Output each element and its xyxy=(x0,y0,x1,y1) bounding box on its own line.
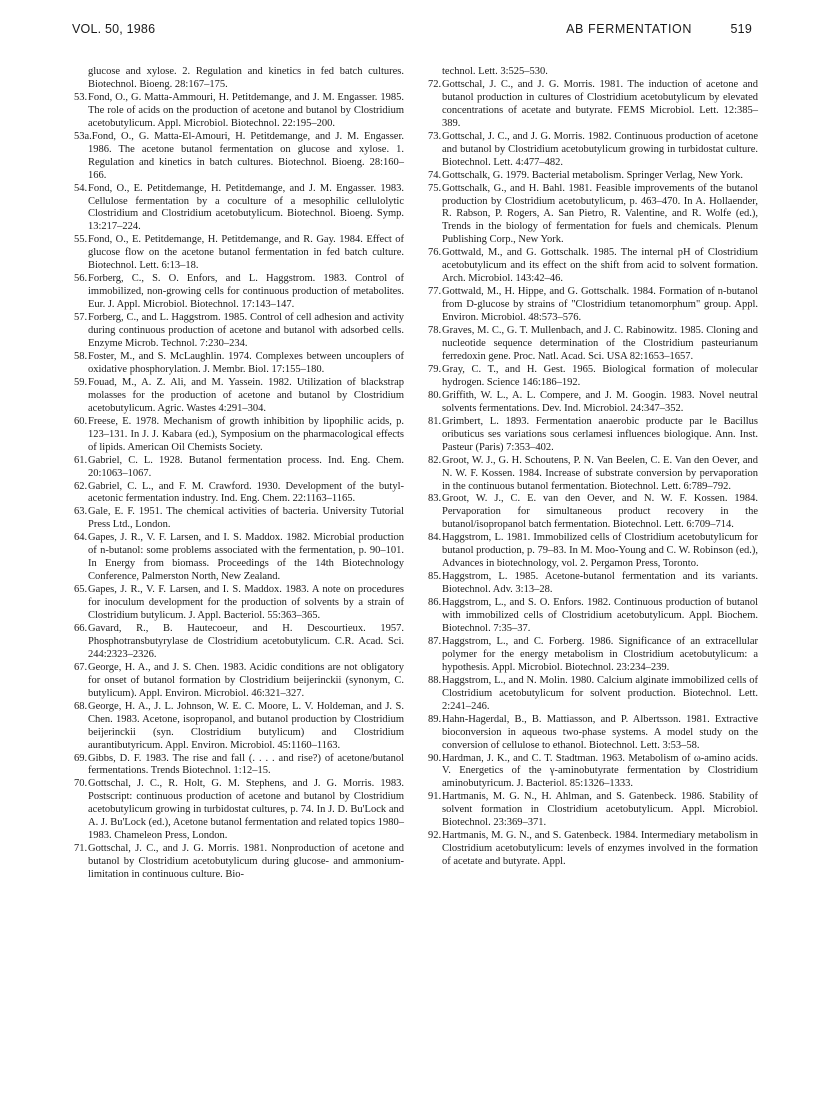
reference-text: George, H. A., J. L. Johnson, W. E. C. Moore, L. V. Holdeman, and J. S. Chen. 1983. Acetone, isopropanol, and butanol production by Clostridium beijerinckii (syn. Clostridium butylicum) and Clostridium aurantibutyricum. Appl. Environ. Microbiol. 45:1160–1163. xyxy=(88,700,404,751)
reference-entry xyxy=(74,131,404,183)
reference-number: 91. xyxy=(428,791,442,803)
reference-number: 80. xyxy=(428,389,442,401)
reference-number: 75. xyxy=(428,182,442,194)
reference-number: 81. xyxy=(428,415,442,427)
reference-number: 89. xyxy=(428,713,442,725)
reference-entry xyxy=(428,636,758,675)
reference-text: Hartmanis, M. G. N., H. Ahlman, and S. Gatenbeck. 1986. Stability of solvent formation in Clostridium acetobutylicum. Appl. Microbiol. Biotechnol. 23:369–371. xyxy=(442,791,758,829)
reference-entry xyxy=(74,584,404,623)
reference-number: 82. xyxy=(428,454,442,466)
reference-entry xyxy=(74,234,404,273)
reference-entry xyxy=(428,714,758,753)
reference-number: 74. xyxy=(428,169,442,181)
reference-entry xyxy=(74,416,404,455)
reference-text: Fond, O., G. Matta-El-Amouri, H. Petitdemange, and J. M. Engasser. 1986. The acetone butanol fermentation on glucose and xylose. 1. Regulation and kinetics in batch cultures. Biotechnol. Bioeng. 28:160–166. xyxy=(88,130,404,181)
reference-entry xyxy=(428,325,758,364)
reference-number: 56. xyxy=(74,273,88,285)
reference-text: Forberg, C., S. O. Enfors, and L. Haggstrom. 1983. Control of immobilized, non-growing cells for continuous production of metabolites. Eur. J. Appl. Microbiol. Biotechnol. 17:143–147. xyxy=(88,273,404,311)
reference-text: Grimbert, L. 1893. Fermentation anaerobic producte par le Bacillus oributicus ses variations sous cerlamesi influences biologique. Ann. Inst. Pasteur (Paris) 7:353–402. xyxy=(442,415,758,453)
reference-entry xyxy=(428,675,758,714)
reference-text: Gottwald, M., and G. Gottschalk. 1985. The internal pH of Clostridium acetobutylicum and its effect on the shift from acid to solvent formation. Arch. Microbiol. 143:42–46. xyxy=(442,247,758,285)
reference-number: 66. xyxy=(74,622,88,634)
reference-entry xyxy=(428,286,758,325)
reference-number: 62. xyxy=(74,480,88,492)
reference-entry xyxy=(74,481,404,507)
reference-entry xyxy=(74,273,404,312)
reference-number: 65. xyxy=(74,584,88,596)
reference-text: Haggstrom, L. 1981. Immobilized cells of Clostridium acetobutylicum for butanol production, p. 79–83. In M. Moo-Young and C. W. Robinson (ed.), Advances in biotechnology, vol. 2. Pergamon Press, Toronto. xyxy=(442,532,758,570)
reference-number: 84. xyxy=(428,532,442,544)
reference-entry xyxy=(74,623,404,662)
reference-text: Haggstrom, L., and S. O. Enfors. 1982. Continuous production of butanol with immobilized cells of Clostridium acetobutylicum. Appl. Biochem. Biotechnol. 7:35–37. xyxy=(442,597,758,634)
reference-text: Gottschalk, G. 1979. Bacterial metabolism. Springer Verlag, New York. xyxy=(442,169,744,181)
reference-text: Gottschal, J. C., R. Holt, G. M. Stephens, and J. G. Morris. 1983. Postscript: continuous production of acetone and butanol by Clostridium acetobutylicum growing in turbidostat cultures, p. 74. In J. D. Bu'Lock and A. J. Bu'Lock (ed.), Acetone butanol fermentation and related topics 1980–1983. Chameleon Press, London. xyxy=(88,778,404,842)
reference-number: 57. xyxy=(74,312,88,324)
reference-number: 64. xyxy=(74,532,88,544)
reference-text: Gottschalk, G., and H. Bahl. 1981. Feasible improvements of the butanol production by Clostridium acetobutylicum, p. 463–470. In A. Hollaender, R. Rabson, P. Rogers, A. San Pietro, R. Valentine, and R. Wolfe (ed.), Trends in the biology of fermentation for fuels and chemicals. Plenum Publishing Corp., New York. xyxy=(442,182,758,246)
reference-text: Gottschal, J. C., and J. G. Morris. 1981. Nonproduction of acetone and butanol by Clostridium acetobutylicum during glucose- and ammonium-limitation in continuous culture. Bio- xyxy=(88,843,404,881)
reference-number: 87. xyxy=(428,635,442,647)
reference-entry xyxy=(428,753,758,792)
reference-text: Hartmanis, M. G. N., and S. Gatenbeck. 1984. Intermediary metabolism in Clostridium acetobutylicum: levels of enzymes involved in the formation of acetate and butyrate. Appl. xyxy=(442,830,758,868)
reference-number: 54. xyxy=(74,182,88,194)
reference-entry xyxy=(428,455,758,494)
volume-label: VOL. 50, 1986 xyxy=(72,22,156,36)
reference-entry xyxy=(74,701,404,753)
reference-entry xyxy=(74,183,404,235)
reference-number: 53a. xyxy=(74,130,92,142)
running-title: AB FERMENTATION xyxy=(566,22,692,36)
reference-entry xyxy=(428,830,758,869)
reference-number: 69. xyxy=(74,752,88,764)
reference-entry xyxy=(428,131,758,170)
reference-entry xyxy=(428,493,758,532)
reference-text: Hahn-Hagerdal, B., B. Mattiasson, and P. Albertsson. 1981. Extractive bioconversion in aqueous two-phase systems. A model study on the conversion of cellulose to ethanol. Biotechnol. Lett. 3:53–58. xyxy=(442,713,758,751)
reference-text: Gottschal, J. C., and J. G. Morris. 1981. The induction of acetone and butanol production in cultures of Clostridium acetobutylicum by elevated concentrations of acetate and butyrate. FEMS Microbiol. Lett. 12:385–389. xyxy=(442,78,758,129)
reference-text: Fond, O., G. Matta-Ammouri, H. Petitdemange, and J. M. Engasser. 1985. The role of acids on the production of acetone and butanol by Clostridium acetobutylicum. Appl. Microbiol. Biotechnol. 22:195–200. xyxy=(88,91,404,129)
reference-text: Gottschal, J. C., and J. G. Morris. 1982. Continuous production of acetone and butanol by Clostridium acetobutylicum growing in turbidostat culture. Biotechnol. Lett. 4:477–482. xyxy=(442,130,758,168)
reference-entry xyxy=(74,662,404,701)
reference-entry xyxy=(428,183,758,248)
reference-entry xyxy=(74,843,404,882)
page-header xyxy=(72,22,752,42)
left-reference-column xyxy=(74,66,404,882)
reference-number: 92. xyxy=(428,830,442,842)
reference-number: 77. xyxy=(428,286,442,298)
reference-entry xyxy=(74,351,404,377)
reference-text: Gapes, J. R., V. F. Larsen, and I. S. Maddox. 1983. A note on procedures for inoculum development for the production of solvents by a strain of Clostridium butylicum. J. Appl. Bacteriol. 55:363–365. xyxy=(88,584,404,622)
reference-entry xyxy=(428,571,758,597)
reference-entry xyxy=(428,364,758,390)
reference-number: 58. xyxy=(74,350,88,362)
right-reference-column xyxy=(428,66,758,869)
reference-number: 85. xyxy=(428,571,442,583)
reference-number: 73. xyxy=(428,130,442,142)
reference-number: 71. xyxy=(74,843,88,855)
reference-text: Gray, C. T., and H. Gest. 1965. Biological formation of molecular hydrogen. Science 146:186–192. xyxy=(442,363,758,388)
reference-entry xyxy=(428,170,758,183)
reference-number: 68. xyxy=(74,700,88,712)
reference-text: Haggstrom, L. 1985. Acetone-butanol fermentation and its variants. Biotechnol. Adv. 3:13–28. xyxy=(442,571,758,596)
reference-text: Gabriel, C. L., and F. M. Crawford. 1930. Development of the butyl-acetonic fermentation industry. Ind. Eng. Chem. 22:1163–1165. xyxy=(88,480,404,505)
reference-text: Haggstrom, L., and N. Molin. 1980. Calcium alginate immobilized cells of Clostridium acetobutylicum for solvent production. Biotechnol. Lett. 2:241–246. xyxy=(442,674,758,712)
reference-text: Gapes, J. R., V. F. Larsen, and I. S. Maddox. 1982. Microbial production of n-butanol: some problems associated with the fermentation, p. 90–101. In Energy from biomass. Proceedings of the 14th Biotechnology Conference, Palmerston North, New Zealand. xyxy=(88,532,404,583)
reference-entry xyxy=(74,506,404,532)
reference-number: 72. xyxy=(428,78,442,90)
reference-entry xyxy=(428,597,758,636)
reference-text: Hardman, J. K., and C. T. Stadtman. 1963. Metabolism of ω-amino acids. V. Energetics of the γ-aminobutyrate fermentation by Clostridium aminobutyricum. J. Bacteriol. 85:1326–1333. xyxy=(442,752,758,790)
reference-number: 79. xyxy=(428,363,442,375)
reference-entry xyxy=(428,390,758,416)
reference-entry xyxy=(74,753,404,779)
reference-number: 78. xyxy=(428,325,442,337)
reference-text: Gibbs, D. F. 1983. The rise and fall (. . . . and rise?) of acetone/butanol fermentations. Trends Biotechnol. 1:12–15. xyxy=(88,752,404,777)
reference-continuation xyxy=(74,66,404,92)
reference-number: 90. xyxy=(428,752,442,764)
reference-number: 63. xyxy=(74,506,88,518)
reference-text: Gavard, R., B. Hautecoeur, and H. Descourtieux. 1957. Phosphotransbutyrylase de Clostridium acetobutylicum. C.R. Acad. Sci. 244:2323–2326. xyxy=(88,622,404,660)
reference-number: 86. xyxy=(428,597,442,609)
reference-number: 59. xyxy=(74,376,88,388)
reference-text: Gale, E. F. 1951. The chemical activities of bacteria. University Tutorial Press Ltd., London. xyxy=(88,506,404,531)
reference-number: 70. xyxy=(74,778,88,790)
reference-number: 55. xyxy=(74,234,88,246)
reference-number: 67. xyxy=(74,661,88,673)
reference-text: Griffith, W. L., A. L. Compere, and J. M. Googin. 1983. Novel neutral solvents fermentations. Dev. Ind. Microbiol. 24:347–352. xyxy=(442,389,758,414)
reference-text: Freese, E. 1978. Mechanism of growth inhibition by lipophilic acids, p. 123–131. In J. J. Kabara (ed.), Symposium on the pharmacological effects of lipids. American Oil Chemists Society. xyxy=(88,415,404,453)
reference-text: Foster, M., and S. McLaughlin. 1974. Complexes between uncouplers of oxidative phosphorylation. J. Membr. Biol. 17:155–180. xyxy=(88,350,404,375)
reference-text: Fouad, M., A. Z. Ali, and M. Yassein. 1982. Utilization of blackstrap molasses for the production of acetone and butanol by Clostridium acetobutylicum. Agric. Wastes 4:291–304. xyxy=(88,376,404,414)
reference-text: Forberg, C., and L. Haggstrom. 1985. Control of cell adhesion and activity during continuous production of acetone and butanol with adsorbed cells. Enzyme Microb. Technol. 7:230–234. xyxy=(88,312,404,350)
reference-number: 53. xyxy=(74,91,88,103)
reference-text: George, H. A., and J. S. Chen. 1983. Acidic conditions are not obligatory for onset of butanol formation by Clostridium beijerinckii (synonym, C. butylicum). Appl. Environ. Microbiol. 46:321–327. xyxy=(88,661,404,699)
reference-entry xyxy=(428,416,758,455)
reference-number: 60. xyxy=(74,415,88,427)
reference-text: Gabriel, C. L. 1928. Butanol fermentation process. Ind. Eng. Chem. 20:1063–1067. xyxy=(88,454,404,479)
reference-entry xyxy=(428,791,758,830)
reference-text: technol. Lett. 3:525–530. xyxy=(442,66,548,77)
reference-text: glucose and xylose. 2. Regulation and kinetics in fed batch cultures. Biotechnol. Bioeng. 28:167–175. xyxy=(88,66,404,90)
reference-entry xyxy=(74,532,404,584)
reference-entry xyxy=(74,455,404,481)
reference-number: 61. xyxy=(74,454,88,466)
reference-text: Graves, M. C., G. T. Mullenbach, and J. C. Rabinowitz. 1985. Cloning and nucleotide sequence determination of the Clostridium pasteurianum ferredoxin gene. Proc. Natl. Acad. Sci. USA 82:1653–1657. xyxy=(442,325,758,362)
reference-entry xyxy=(428,79,758,131)
reference-entry xyxy=(74,377,404,416)
reference-entry xyxy=(74,778,404,843)
reference-entry xyxy=(74,312,404,351)
reference-text: Groot, W. J., G. H. Schoutens, P. N. Van Beelen, C. E. Van den Oever, and N. W. F. Kossen. 1984. Increase of substrate conversion by pervaporation in the continuous butanol fermentation. Biotechnol. Lett. 6:789–792. xyxy=(442,454,758,492)
reference-text: Groot, W. J., C. E. van den Oever, and N. W. F. Kossen. 1984. Pervaporation for simultaneous product recovery in the butanol/isopropanol batch fermentation. Biotechnol. Lett. 6:709–714. xyxy=(442,493,758,531)
reference-text: Haggstrom, L., and C. Forberg. 1986. Significance of an extracellular polymer for the energy metabolism in Clostridium acetobutylicum: a hypothesis. Appl. Microbiol. Biotechnol. 23:234–239. xyxy=(442,635,758,673)
page-number: 519 xyxy=(730,22,752,36)
reference-number: 88. xyxy=(428,674,442,686)
reference-number: 76. xyxy=(428,247,442,259)
reference-text: Fond, O., E. Petitdemange, H. Petitdemange, and R. Gay. 1984. Effect of glucose flow on the acetone butanol fermentation in fed batch culture. Biotechnol. Lett. 6:13–18. xyxy=(88,234,404,272)
reference-number: 83. xyxy=(428,493,442,505)
reference-entry xyxy=(428,532,758,571)
reference-entry xyxy=(428,247,758,286)
reference-text: Fond, O., E. Petitdemange, H. Petitdemange, and J. M. Engasser. 1983. Cellulose fermentation by a coculture of a mesophilic cellulolytic Clostridium and Clostridium acetobutylicum. Biotechnol. Bioeng. Symp. 13:217–224. xyxy=(88,182,404,233)
reference-text: Gottwald, M., H. Hippe, and G. Gottschalk. 1984. Formation of n-butanol from D-glucose by strains of "Clostridium tetanomorphum" group. Appl. Environ. Microbiol. 48:573–576. xyxy=(442,286,758,324)
reference-entry xyxy=(74,92,404,131)
reference-continuation xyxy=(428,66,758,79)
